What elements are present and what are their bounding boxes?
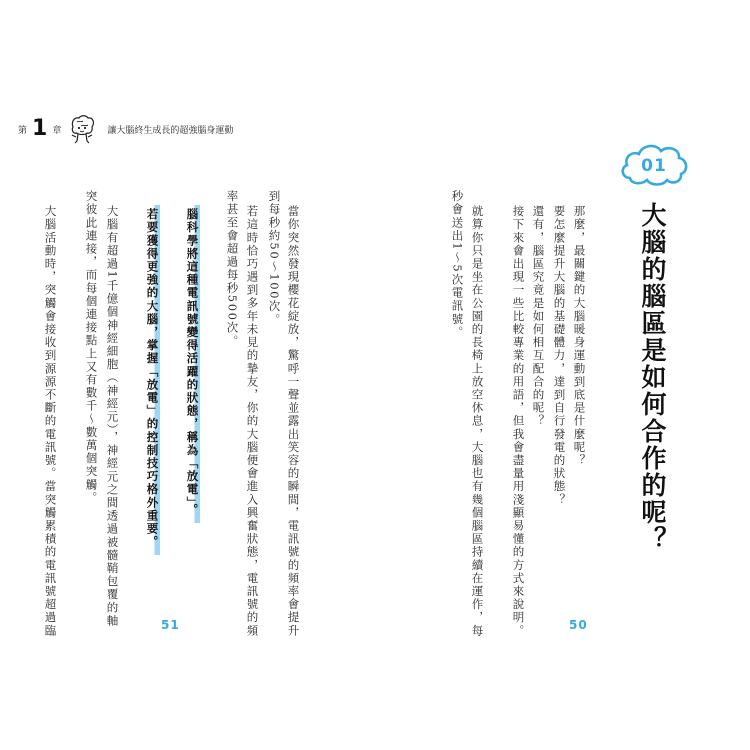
key-point-highlight: 若要獲得更強的大腦，掌握「放電」的控制技巧格外重要。 — [146, 205, 160, 555]
cloud-badge — [618, 138, 690, 188]
right-page — [375, 0, 750, 750]
chapter-header — [18, 114, 233, 144]
text-column: 那麼，最關鍵的大腦暖身運動到底是什麼呢？ — [572, 205, 587, 467]
text-column: 要怎麼提升大腦的基礎體力，達到自行發電的狀態？ — [552, 205, 567, 507]
text-column: 率甚至會超過每秒500次。 — [225, 190, 240, 348]
text-column: 大腦活動時，突觸會接收到源源不斷的電訊號。當突觸累積的電訊號超過臨 — [43, 205, 58, 638]
text-column: 大腦有超過1千億個神經細胞（神經元），神經元之間透過被髓鞘包覆的軸 — [105, 205, 120, 628]
text-column: 還有，腦區究竟是如何相互配合的呢？ — [531, 205, 546, 428]
key-point-highlight: 腦科學將這種電訊號變得活躍的狀態，稱為「放電」。 — [186, 205, 200, 523]
section-title: 大腦的腦區是如何合作的呢？ — [638, 202, 667, 553]
text-column: 接下來會出現一些比較專業的用語，但我會盡量用淺顯易懂的方式來說明。 — [511, 205, 526, 638]
text-column: 當你突然發現櫻花綻放，驚呼一聲並露出笑容的瞬間，電訊號的頻率會提升 — [286, 205, 301, 638]
text-column: 突彼此連接，而每個連接點上又有數千～數萬個突觸。 — [84, 190, 99, 505]
chapter-title: 讓大腦終生成長的超強腦身運動 — [107, 125, 234, 136]
page-number: 51 — [161, 618, 180, 632]
key-point-line — [186, 205, 198, 523]
brain-mascot-icon — [68, 114, 96, 144]
chapter-label-post: 章 — [52, 125, 62, 136]
text-column: 就算你只是坐在公園的長椅上放空休息，大腦也有幾個腦區持續在運作，每 — [470, 205, 485, 638]
key-point-line — [146, 205, 158, 555]
text-column: 若這時恰巧遇到多年未見的摯友，你的大腦便會進入興奮狀態，電訊號的頻 — [245, 205, 260, 638]
chapter-number: 1 — [32, 116, 48, 141]
text-column: 秒會送出1～5次電訊號。 — [450, 190, 465, 339]
text-column: 到每秒約50～100次。 — [267, 190, 282, 327]
chapter-label-pre: 第 — [18, 125, 28, 136]
section-number: 01 — [641, 156, 667, 176]
page-number: 50 — [569, 618, 588, 632]
